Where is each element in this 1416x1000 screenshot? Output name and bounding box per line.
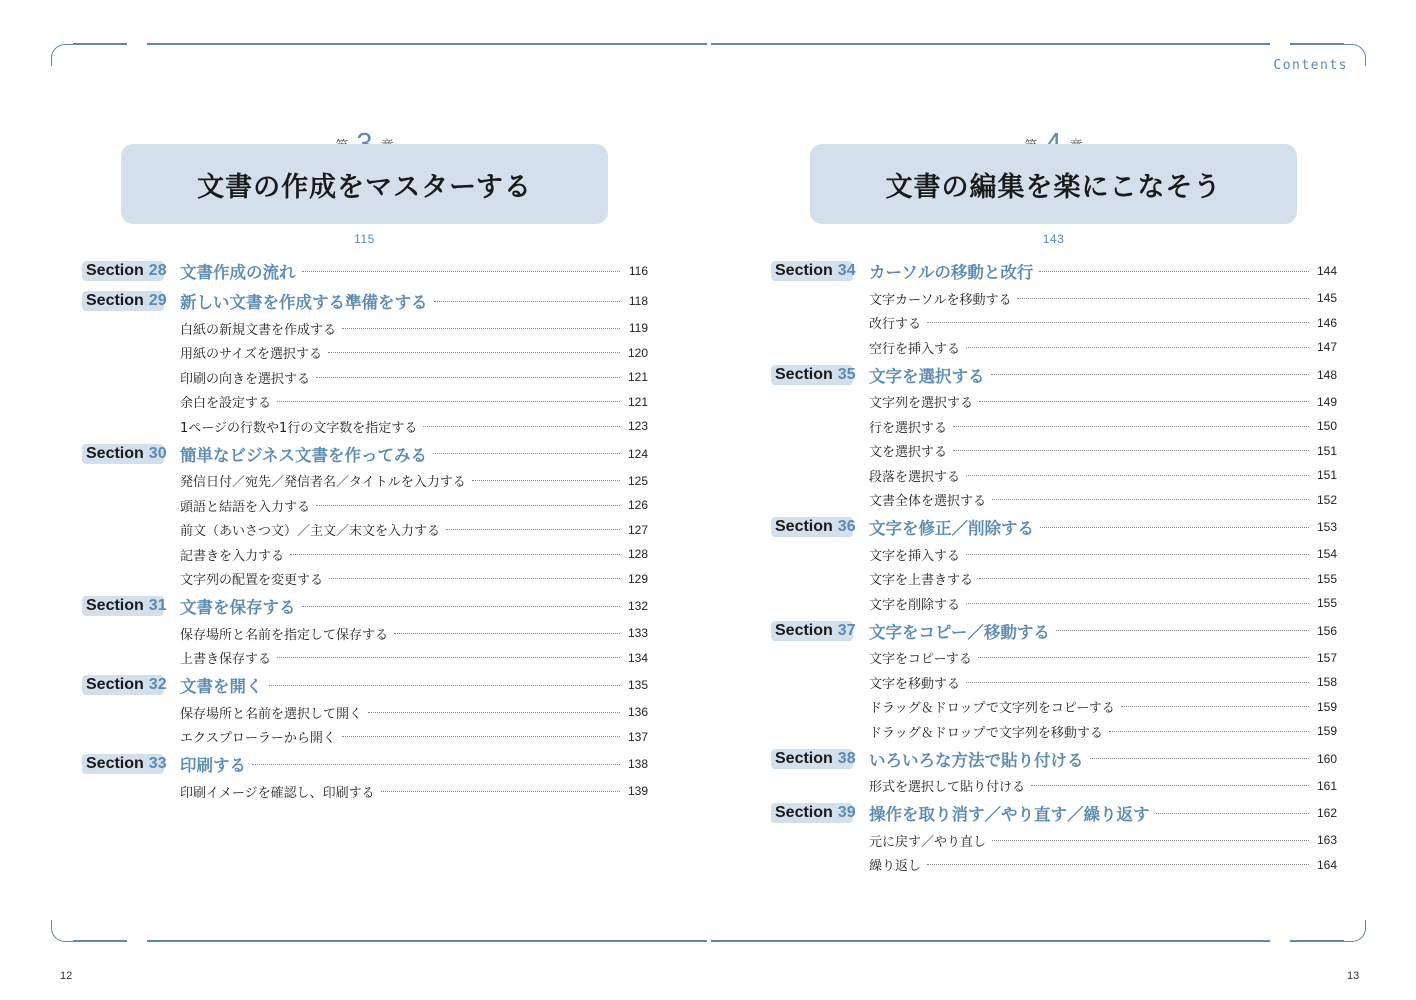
toc-item-row[interactable] <box>771 774 1337 799</box>
toc-item-row[interactable] <box>771 853 1337 878</box>
item-page: 158 <box>1316 675 1337 690</box>
section-title: 操作を取り消す／やり直す／繰り返す <box>869 805 1150 824</box>
toc-item-row[interactable] <box>771 390 1337 415</box>
dot-leader <box>927 864 1309 865</box>
section-label: Section <box>775 804 833 821</box>
toc-item-row[interactable] <box>771 719 1337 744</box>
dot-leader <box>342 736 620 737</box>
item-entry <box>180 569 648 588</box>
section-badge <box>771 365 856 385</box>
item-title: 余白を設定する <box>180 396 272 412</box>
item-title: ドラッグ＆ドロップで文字列をコピーする <box>869 701 1115 717</box>
frame-top-left-stub <box>73 43 127 45</box>
dot-leader <box>381 791 620 792</box>
dot-leader <box>1040 527 1309 528</box>
frame-corner-top-left <box>51 44 73 66</box>
dot-leader <box>1031 785 1309 786</box>
section-label: Section <box>775 262 833 279</box>
section-title: 文字をコピー／移動する <box>869 622 1050 642</box>
item-page: 126 <box>627 498 648 513</box>
section-label: Section <box>775 749 833 767</box>
item-page: 121 <box>627 370 648 385</box>
toc-item-row[interactable] <box>771 542 1337 567</box>
section-label: Section <box>86 676 144 693</box>
dot-leader <box>966 554 1309 555</box>
item-page: 164 <box>1316 857 1337 872</box>
section-number: 38 <box>837 749 856 767</box>
item-page: 157 <box>1316 650 1337 665</box>
dot-leader <box>966 475 1309 476</box>
item-entry <box>180 782 648 801</box>
section-number: 28 <box>148 262 167 279</box>
toc-chapter-4 <box>771 256 1337 877</box>
item-page: 155 <box>1316 596 1337 611</box>
item-title: 文字をコピーする <box>869 652 972 668</box>
item-entry <box>869 648 1337 667</box>
item-entry <box>869 831 1337 850</box>
item-entry <box>869 441 1337 460</box>
toc-item-row[interactable] <box>82 779 648 804</box>
item-entry <box>180 392 648 411</box>
item-page: 154 <box>1316 547 1337 562</box>
section-number: 30 <box>148 444 167 462</box>
chapter-page: 143 <box>1042 232 1065 246</box>
toc-section-row[interactable] <box>771 360 1337 390</box>
toc-section-row[interactable] <box>82 286 648 316</box>
dot-leader <box>302 271 621 272</box>
item-title: ドラッグ＆ドロップで文字列を移動する <box>869 725 1103 741</box>
toc-item-row[interactable] <box>771 286 1337 311</box>
toc-section-row[interactable] <box>82 670 648 700</box>
item-title: 文書全体を選択する <box>869 494 987 510</box>
item-entry <box>869 673 1337 692</box>
section-title: カーソルの移動と改行 <box>869 263 1034 282</box>
toc-section-row[interactable] <box>82 749 648 779</box>
section-entry <box>869 619 1337 643</box>
item-entry <box>869 466 1337 485</box>
dot-leader <box>316 377 620 378</box>
section-title: 文書を保存する <box>180 598 296 617</box>
dot-leader <box>1109 731 1309 732</box>
dot-leader <box>966 347 1309 348</box>
contents-label: Contents <box>1273 58 1348 73</box>
toc-item-row[interactable] <box>771 488 1337 513</box>
item-entry <box>180 343 648 362</box>
dot-leader <box>1156 813 1310 814</box>
item-title: 形式を選択して貼り付ける <box>869 780 1026 796</box>
item-page: 128 <box>627 547 648 562</box>
dot-leader <box>446 529 620 530</box>
toc-item-row[interactable] <box>82 469 648 494</box>
section-page: 148 <box>1316 367 1337 382</box>
dot-leader <box>1017 298 1309 299</box>
toc-item-row[interactable] <box>771 311 1337 336</box>
section-label: Section <box>775 518 833 535</box>
section-badge <box>771 803 856 823</box>
item-page: 137 <box>627 729 648 744</box>
item-title: 前文（あいさつ文）／主文／末文を入力する <box>180 524 441 540</box>
item-title: 空行を挿入する <box>869 341 961 357</box>
item-page: 159 <box>1316 724 1337 739</box>
dot-leader <box>277 657 620 658</box>
section-number: 29 <box>148 292 167 309</box>
dot-leader <box>1056 630 1309 631</box>
toc-section-row[interactable] <box>771 616 1337 646</box>
item-entry <box>869 490 1337 509</box>
section-badge <box>771 517 856 537</box>
item-page: 119 <box>628 321 648 336</box>
section-page: 116 <box>628 264 648 278</box>
dot-leader <box>992 840 1309 841</box>
section-number: 31 <box>148 597 167 614</box>
dot-leader <box>423 426 620 427</box>
dot-leader <box>978 657 1309 658</box>
item-page: 147 <box>1316 340 1337 355</box>
frame-bottom-left-line <box>147 940 707 942</box>
item-title: 記書きを入力する <box>180 548 285 564</box>
dot-leader <box>277 401 620 402</box>
item-title: 文字を上書きする <box>869 573 974 589</box>
item-entry <box>869 722 1337 741</box>
toc-section-row[interactable] <box>771 512 1337 542</box>
item-title: 文字列を選択する <box>869 396 974 412</box>
dot-leader <box>979 578 1309 579</box>
section-title: 文書作成の流れ <box>180 263 296 282</box>
item-page: 129 <box>627 571 648 586</box>
dot-leader <box>302 606 621 607</box>
section-badge <box>82 596 167 616</box>
section-title: 文書を開く <box>180 677 263 696</box>
item-entry <box>180 496 648 515</box>
section-badge <box>82 261 167 281</box>
item-page: 123 <box>627 419 648 434</box>
frame-bottom-right-line <box>711 940 1270 942</box>
item-entry <box>869 776 1337 795</box>
section-badge <box>82 291 167 311</box>
chapter-header-3 <box>121 128 608 246</box>
item-title: 行を選択する <box>869 420 948 436</box>
toc-section-row[interactable] <box>771 256 1337 286</box>
section-page: 144 <box>1316 264 1337 278</box>
item-title: 白紙の新規文書を作成する <box>180 322 337 338</box>
section-entry <box>869 259 1337 283</box>
section-badge <box>771 261 856 281</box>
section-label: Section <box>86 292 144 309</box>
frame-bottom-right-stub <box>1290 940 1344 942</box>
dot-leader <box>953 450 1309 451</box>
dot-leader <box>252 764 620 765</box>
toc-item-row[interactable] <box>82 567 648 592</box>
toc-item-row[interactable] <box>82 341 648 366</box>
item-page: 161 <box>1316 778 1337 793</box>
section-number: 36 <box>837 518 856 535</box>
section-page: 153 <box>1316 520 1337 534</box>
item-title: 発信日付／宛先／発信者名／タイトルを入力する <box>180 475 466 491</box>
toc-item-row[interactable] <box>82 493 648 518</box>
toc-section-row[interactable] <box>771 798 1337 828</box>
dot-leader <box>991 374 1310 375</box>
dot-leader <box>342 328 620 329</box>
toc-item-row[interactable] <box>771 591 1337 616</box>
dot-leader <box>329 578 620 579</box>
toc-chapter-3 <box>82 256 648 804</box>
dot-leader <box>953 426 1309 427</box>
item-entry <box>180 368 648 387</box>
toc-item-row[interactable] <box>82 518 648 543</box>
section-title: 印刷する <box>180 756 246 775</box>
item-page: 146 <box>1316 315 1337 330</box>
item-entry <box>180 727 648 746</box>
section-entry <box>869 747 1337 771</box>
toc-item-row[interactable] <box>771 695 1337 720</box>
chapter-title-box <box>121 144 608 224</box>
toc-item-row[interactable] <box>771 567 1337 592</box>
item-entry <box>869 338 1337 357</box>
section-number: 37 <box>837 621 856 639</box>
toc-item-row[interactable] <box>82 390 648 415</box>
toc-item-row[interactable] <box>82 316 648 341</box>
toc-section-row[interactable] <box>771 744 1337 774</box>
item-page: 155 <box>1316 571 1337 586</box>
dot-leader <box>328 352 620 353</box>
item-title: 用紙のサイズを選択する <box>180 347 322 363</box>
section-page: 156 <box>1316 623 1337 638</box>
toc-item-row[interactable] <box>771 414 1337 439</box>
frame-corner-bottom-right <box>1344 920 1366 942</box>
frame-top-left-line <box>147 43 707 45</box>
dot-leader <box>966 682 1309 683</box>
frame-bottom-left-stub <box>73 940 127 942</box>
item-title: 印刷の向きを選択する <box>180 371 311 387</box>
item-entry <box>869 697 1337 716</box>
item-entry <box>869 855 1337 874</box>
section-entry <box>180 594 648 618</box>
frame-top-right-line <box>711 43 1270 45</box>
item-page: 125 <box>627 473 648 488</box>
dot-leader <box>368 712 620 713</box>
item-title: 保存場所と名前を指定して保存する <box>180 627 389 643</box>
item-page: 151 <box>1316 468 1337 483</box>
toc-item-row[interactable] <box>771 670 1337 695</box>
item-entry <box>180 703 648 722</box>
section-title: 簡単なビジネス文書を作ってみる <box>180 445 428 465</box>
section-title: 新しい文書を作成する準備をする <box>180 293 428 312</box>
item-page: 152 <box>1316 492 1337 507</box>
item-entry <box>180 471 648 490</box>
section-page: 160 <box>1316 751 1337 766</box>
section-badge <box>82 675 167 695</box>
section-number: 34 <box>837 262 856 279</box>
toc-item-row[interactable] <box>82 646 648 671</box>
frame-corner-bottom-left <box>51 920 73 942</box>
dot-leader <box>979 401 1309 402</box>
item-entry <box>180 624 648 643</box>
item-title: 文字を移動する <box>869 676 961 692</box>
item-title: 頭語と結語を入力する <box>180 499 311 515</box>
dot-leader <box>290 554 620 555</box>
item-title: 改行する <box>869 317 922 333</box>
item-entry <box>869 392 1337 411</box>
toc-item-row[interactable] <box>82 365 648 390</box>
section-entry <box>180 442 648 466</box>
item-title: 保存場所と名前を選択して開く <box>180 706 363 722</box>
item-page: 139 <box>627 784 648 799</box>
dot-leader <box>433 453 620 454</box>
dot-leader <box>434 301 621 302</box>
item-entry <box>869 289 1337 308</box>
section-title: 文字を修正／削除する <box>869 519 1034 538</box>
item-page: 159 <box>1316 699 1337 714</box>
dot-leader <box>927 322 1309 323</box>
toc-item-row[interactable] <box>82 725 648 750</box>
item-page: 163 <box>1316 833 1337 848</box>
section-entry <box>180 752 648 776</box>
item-entry <box>180 319 648 338</box>
item-page: 134 <box>627 650 648 665</box>
toc-item-row[interactable] <box>82 542 648 567</box>
item-title: 1ページの行数や1行の文字数を指定する <box>180 420 418 436</box>
chapter-title: 文書の編集を楽にこなそう <box>885 171 1222 203</box>
section-label: Section <box>775 621 833 639</box>
section-label: Section <box>86 597 144 614</box>
section-page: 124 <box>627 446 648 461</box>
toc-section-row[interactable] <box>82 591 648 621</box>
item-page: 120 <box>627 345 648 360</box>
section-label: Section <box>86 755 144 772</box>
chapter-page: 115 <box>354 232 375 246</box>
dot-leader <box>316 505 620 506</box>
section-entry <box>869 801 1337 825</box>
dot-leader <box>1121 706 1309 707</box>
item-entry <box>869 594 1337 613</box>
dot-leader <box>992 499 1309 500</box>
section-label: Section <box>775 365 833 383</box>
section-entry <box>180 289 648 313</box>
dot-leader <box>394 633 620 634</box>
item-title: 文字列の配置を変更する <box>180 573 324 589</box>
frame-top-right-stub <box>1290 43 1344 45</box>
chapter-header-4 <box>810 128 1297 246</box>
item-title: エクスプローラーから開く <box>180 731 336 747</box>
item-entry <box>180 520 648 539</box>
item-title: 上書き保存する <box>180 652 272 668</box>
item-title: 元に戻す／やり直し <box>869 834 987 850</box>
toc-item-row[interactable] <box>82 414 648 439</box>
section-badge <box>82 444 167 464</box>
section-page: 138 <box>627 757 648 771</box>
item-title: 印刷イメージを確認し、印刷する <box>180 785 375 801</box>
item-title: 文字カーソルを移動する <box>869 292 1012 308</box>
item-title: 文字を削除する <box>869 597 961 613</box>
toc-item-row[interactable] <box>771 439 1337 464</box>
item-title: 文を選択する <box>869 445 948 461</box>
section-number: 35 <box>837 365 856 383</box>
section-number: 32 <box>148 676 167 693</box>
section-entry <box>180 673 648 697</box>
dot-leader <box>1039 271 1309 272</box>
item-entry <box>180 417 648 436</box>
section-number: 33 <box>148 755 167 772</box>
item-page: 151 <box>1316 443 1337 458</box>
item-entry <box>869 569 1337 588</box>
item-page: 136 <box>627 705 648 720</box>
item-page: 127 <box>627 522 648 537</box>
toc-section-row[interactable] <box>82 439 648 469</box>
toc-item-row[interactable] <box>771 463 1337 488</box>
page-number-right: 13 <box>1347 970 1360 982</box>
section-entry <box>180 259 648 283</box>
item-entry <box>869 417 1337 436</box>
item-page: 133 <box>627 626 648 641</box>
item-entry <box>180 545 648 564</box>
section-label: Section <box>86 444 144 462</box>
dot-leader <box>472 480 620 481</box>
dot-leader <box>966 603 1309 604</box>
item-title: 繰り返し <box>869 859 922 875</box>
toc-item-row[interactable] <box>771 828 1337 853</box>
item-entry <box>180 648 648 667</box>
item-page: 150 <box>1316 419 1337 434</box>
item-entry <box>869 313 1337 332</box>
toc-item-row[interactable] <box>82 621 648 646</box>
section-entry <box>869 363 1337 387</box>
section-badge <box>82 754 167 774</box>
dot-leader <box>1090 758 1310 759</box>
section-page: 162 <box>1316 806 1337 820</box>
section-title: 文字を選択する <box>869 366 985 386</box>
item-page: 149 <box>1316 394 1337 409</box>
section-page: 132 <box>627 599 648 613</box>
toc-section-row[interactable] <box>82 256 648 286</box>
section-badge <box>771 749 856 769</box>
toc-item-row[interactable] <box>771 646 1337 671</box>
page-number-left: 12 <box>60 970 73 982</box>
toc-item-row[interactable] <box>82 700 648 725</box>
item-title: 文字を挿入する <box>869 548 961 564</box>
item-page: 145 <box>1316 291 1337 306</box>
section-entry <box>869 515 1337 539</box>
section-page: 135 <box>627 678 648 692</box>
item-page: 121 <box>627 394 648 409</box>
section-label: Section <box>86 262 144 279</box>
chapter-title: 文書の作成をマスターする <box>197 171 532 203</box>
dot-leader <box>269 685 621 686</box>
item-title: 段落を選択する <box>869 469 961 485</box>
chapter-title-box <box>810 144 1297 224</box>
section-number: 39 <box>837 804 856 821</box>
item-entry <box>869 545 1337 564</box>
toc-item-row[interactable] <box>771 335 1337 360</box>
section-title: いろいろな方法で貼り付ける <box>869 750 1084 770</box>
section-page: 118 <box>628 294 648 308</box>
section-badge <box>771 621 856 641</box>
